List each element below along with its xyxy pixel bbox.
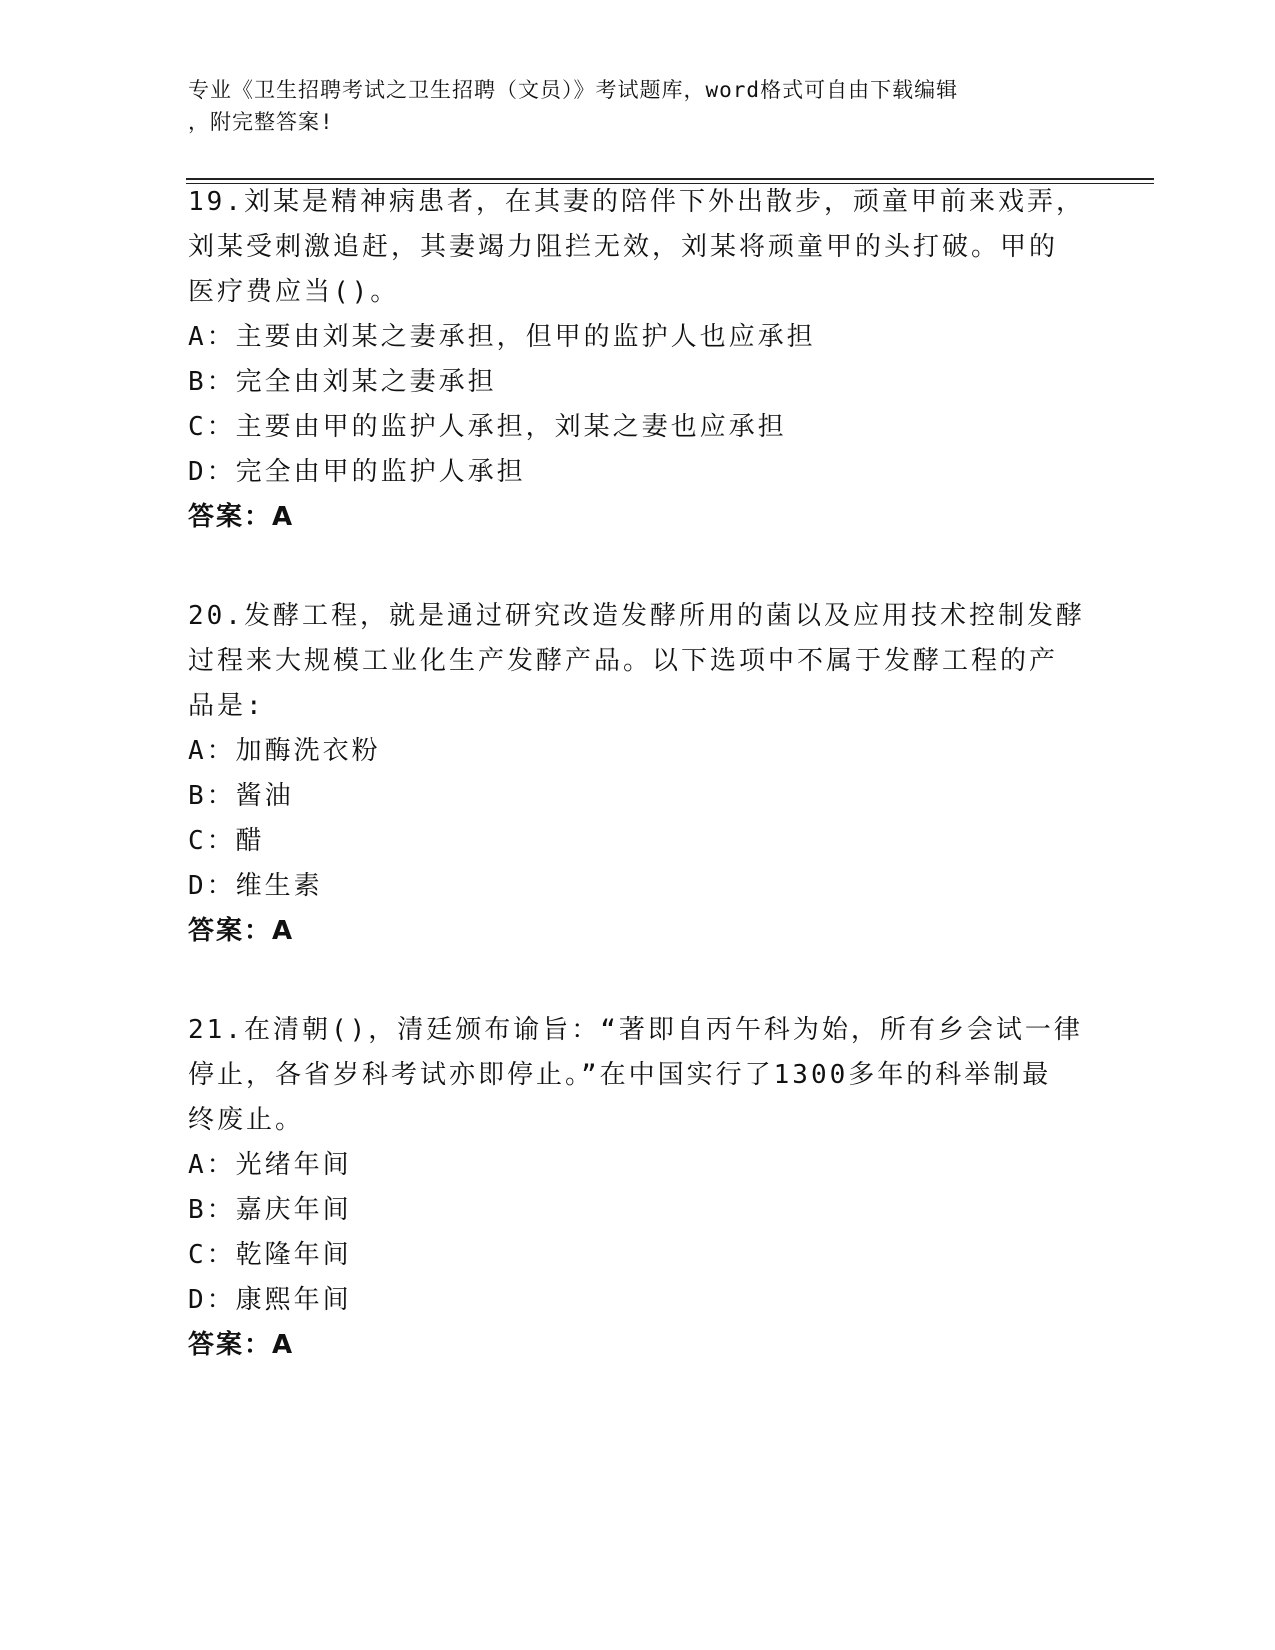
option-d: D：康熙年间 [188,1285,352,1315]
option-b: B：嘉庆年间 [188,1195,352,1225]
answer: 答案：A [188,916,295,946]
header-line-2: ，附完整答案! [188,110,334,134]
question-text-line: 停止，各省岁科考试亦即停止。”在中国实行了1300多年的科举制最 [188,1060,1052,1090]
option-a: A：加酶洗衣粉 [188,736,381,766]
option-c: C：主要由甲的监护人承担，刘某之妻也应承担 [188,412,787,442]
question-text-line: 终废止。 [188,1105,305,1135]
option-d: D：完全由甲的监护人承担 [188,457,526,487]
question-20 [188,594,1088,954]
header-line-1: 专业《卫生招聘考试之卫生招聘（文员）》考试题库，word格式可自由下载编辑 [188,78,959,102]
question-19 [188,180,1088,540]
option-a: A：主要由刘某之妻承担，但甲的监护人也应承担 [188,322,816,352]
answer: 答案：A [188,502,295,532]
option-c: C：乾隆年间 [188,1240,352,1270]
question-text-line: 品是: [188,691,265,721]
option-b: B：完全由刘某之妻承担 [188,367,497,397]
question-text-line: 21.在清朝()，清廷颁布谕旨：“著即自丙午科为始，所有乡会试一律 [188,1015,1083,1045]
option-c: C：醋 [188,826,265,856]
option-a: A：光绪年间 [188,1150,352,1180]
question-text-line: 过程来大规模工业化生产发酵产品。以下选项中不属于发酵工程的产 [188,646,1059,676]
option-d: D：维生素 [188,871,323,901]
answer: 答案：A [188,1330,295,1360]
document-header [188,74,1068,138]
question-21 [188,1008,1088,1368]
question-text-line: 19.刘某是精神病患者，在其妻的陪伴下外出散步，顽童甲前来戏弄， [188,187,1085,217]
option-b: B：酱油 [188,781,294,811]
question-text-line: 医疗费应当()。 [188,277,400,307]
question-text-line: 刘某受刺激追赶，其妻竭力阻拦无效，刘某将顽童甲的头打破。甲的 [188,232,1059,262]
question-text-line: 20.发酵工程，就是通过研究改造发酵所用的菌以及应用技术控制发酵 [188,601,1085,631]
